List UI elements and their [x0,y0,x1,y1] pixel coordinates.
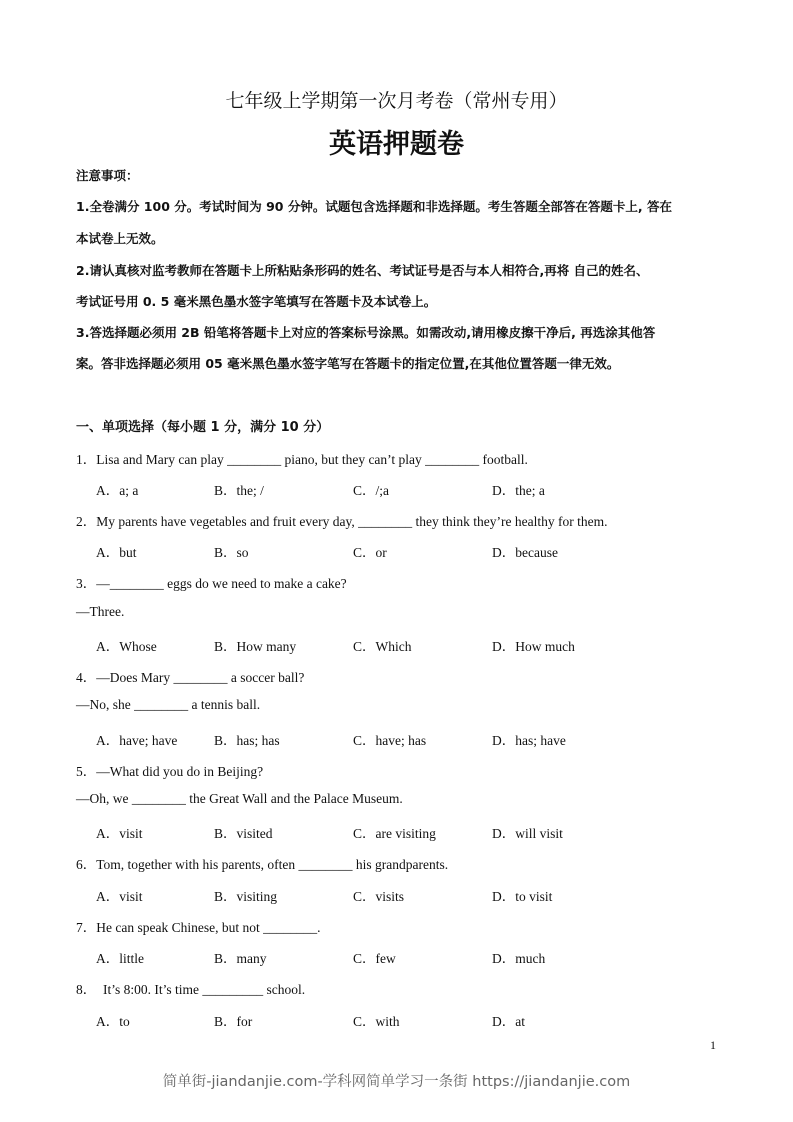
option-d: D．How much [492,639,575,654]
note-line: 案。答非选择题必须用 05 毫米黑色墨水签字笔写在答题卡的指定位置,在其他位置答题一律无效。 [76,356,620,371]
note-line: 3.答选择题必须用 2B 铅笔将答题卡上对应的答案标号涂黑。如需改动,请用橡皮擦干净后, 再选涂其他答 [76,325,656,340]
option-b: B．has; has [214,733,280,748]
option-c: C．with [353,1014,400,1029]
option-c: C．/;a [353,483,389,498]
option-d: D．because [492,545,558,560]
question-stem: 3．—________ eggs do we need to make a cake? [76,576,347,591]
question-answer-line: —No, she ________ a tennis ball. [76,697,261,712]
question-stem: 6．Tom, together with his parents, often ________ his grandparents. [76,857,449,872]
option-b: B．visited [214,826,273,841]
option-c: C．few [353,951,396,966]
option-row [0,1010,793,1028]
option-a: A．visit [96,826,143,841]
notes-heading: 注意事项： [76,168,139,183]
option-c: C．have; has [353,733,427,748]
option-a: A．Whose [96,639,157,654]
note-line: 本试卷上无效。 [76,231,164,246]
question-stem: 8． It’s 8:00. It’s time _________ school. [76,982,306,997]
option-a: A．little [96,951,144,966]
option-row [0,635,793,653]
option-a: A．visit [96,889,143,904]
question-answer-line: —Three. [76,604,125,619]
option-c: C．or [353,545,387,560]
question-stem: 1．Lisa and Mary can play ________ piano, but they can’t play ________ football. [76,452,528,467]
option-b: B．for [214,1014,253,1029]
note-line: 1.全卷满分 100 分。考试时间为 90 分钟。试题包含选择题和非选择题。考生答题全部答在答题卡上, 答在 [76,199,672,214]
question-stem: 7．He can speak Chinese, but not ________. [76,920,321,935]
option-d: D．has; have [492,733,566,748]
option-d: D．will visit [492,826,563,841]
option-b: B．the; / [214,483,264,498]
section-title: 一、单项选择（每小题 1 分，满分 10 分） [76,420,330,435]
option-a: A．but [96,545,137,560]
option-row [0,947,793,965]
option-d: D．much [492,951,546,966]
exam-title: 七年级上学期第一次月考卷（常州专用） [225,90,568,112]
option-b: B．How many [214,639,297,654]
option-d: D．to visit [492,889,553,904]
option-c: C．are visiting [353,826,436,841]
option-a: A．a; a [96,483,139,498]
option-a: A．to [96,1014,130,1029]
page-number: 1 [710,1038,716,1052]
option-row [0,479,793,497]
option-d: D．at [492,1014,525,1029]
option-b: B．visiting [214,889,278,904]
note-line: 2.请认真核对监考教师在答题卡上所粘贴条形码的姓名、考试证号是否与本人相符合,再将 自己的姓名、 [76,263,649,278]
exam-subtitle: 英语押题卷 [329,129,464,160]
note-line: 考试证号用 0. 5 毫米黑色墨水签字笔填写在答题卡及本试卷上。 [76,294,437,309]
option-c: C．visits [353,889,405,904]
option-row [0,885,793,903]
option-b: B．so [214,545,249,560]
question-stem: 2．My parents have vegetables and fruit every day, ________ they think they’re healthy for them. [76,514,608,529]
option-a: A．have; have [96,733,178,748]
question-answer-line: —Oh, we ________ the Great Wall and the Palace Museum. [76,791,403,806]
option-row [0,822,793,840]
question-stem: 4．—Does Mary ________ a soccer ball? [76,670,305,685]
option-row [0,541,793,559]
watermark-footer: 简单街-jiandanjie.com-学科网简单学习一条街 https://jiandanjie.com [162,1074,631,1090]
option-c: C．Which [353,639,412,654]
question-stem: 5．—What did you do in Beijing? [76,764,264,779]
option-row [0,729,793,747]
option-d: D．the; a [492,483,545,498]
option-b: B．many [214,951,267,966]
